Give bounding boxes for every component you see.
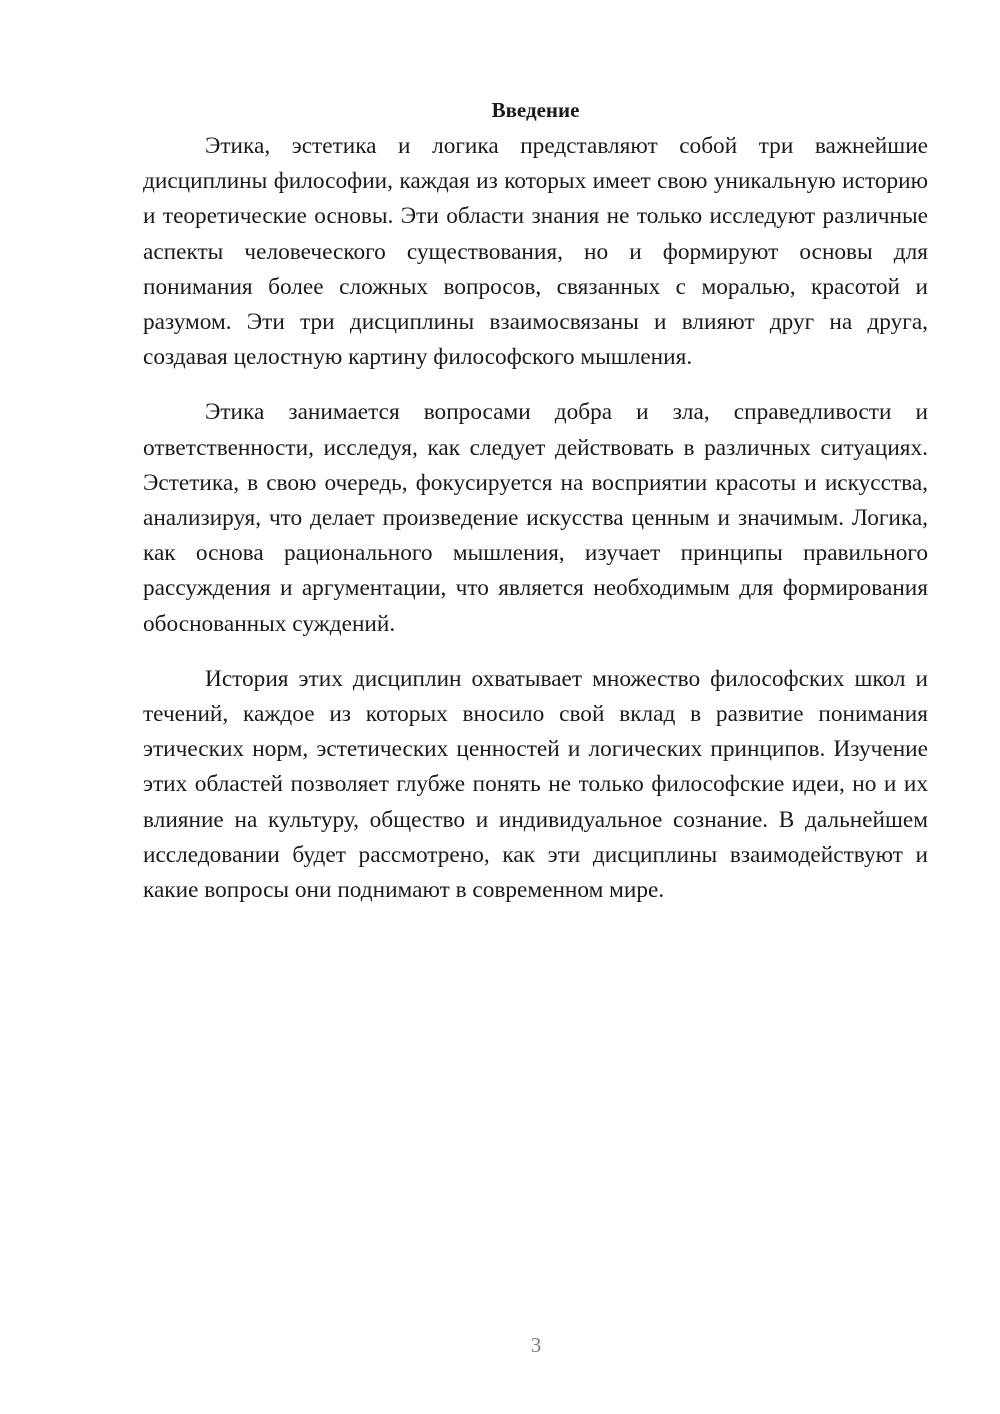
page-content [143, 92, 928, 908]
paragraph-3: История этих дисциплин охватывает множество философских школ и течений, каждое из которых вносило свой вклад в развитие понимания этических норм, эстетических ценностей и логических принципов. Изучение этих областей позволяет глубже понять не только философские идеи, но и их влияние на культуру, общество и индивидуальное сознание. В дальнейшем исследовании будет рассмотрено, как эти дисциплины взаимодействуют и какие вопросы они поднимают в современном мире. [143, 665, 928, 904]
paragraph-1: Этика, эстетика и логика представляют собой три важнейшие дисциплины философии, каждая из которых имеет свою уникальную историю и теоретические основы. Эти области знания не только исследуют различные аспекты человеческого существования, но и формируют основы для понимания более сложных вопросов, связанных с моралью, красотой и разумом. Эти три дисциплины взаимосвязаны и влияют друг на друга, создавая целостную картину философского мышления. [143, 133, 928, 371]
paragraph-2: Этика занимается вопросами добра и зла, справедливости и ответственности, исследуя, как следует действовать в различных ситуациях. Эстетика, в свою очередь, фокусируется на восприятии красоты и искусства, анализируя, что делает произведение искусства ценным и значимым. Логика, как основа рационального мышления, изучает принципы правильного рассуждения и аргументации, что является необходимым для формирования обоснованных суждений. [143, 399, 928, 637]
page-number: 3 [530, 1333, 542, 1357]
section-heading: Введение [491, 98, 580, 122]
